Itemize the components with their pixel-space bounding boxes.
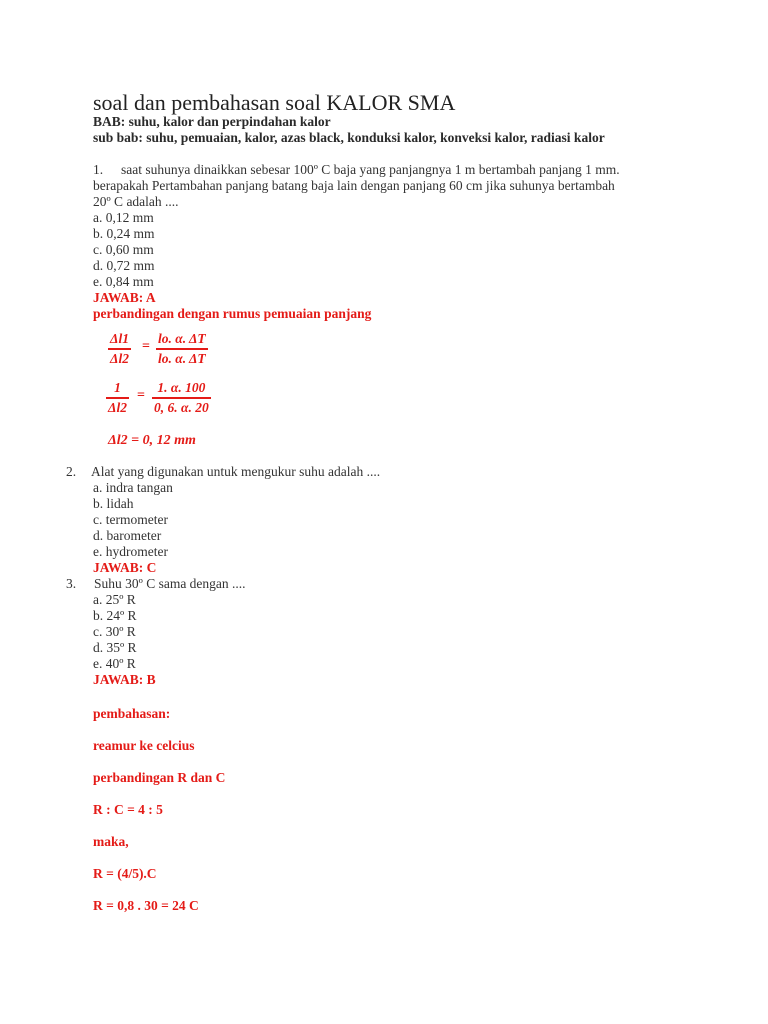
q3-step: R = (4/5).C <box>93 866 157 881</box>
eq1-rhs-numerator: lo. α. ΔT <box>158 331 206 346</box>
eq1-lhs-numerator: Δl1 <box>110 331 129 346</box>
eq1-rhs-denominator: lo. α. ΔT <box>158 350 206 366</box>
q2-text: Alat yang digunakan untuk mengukur suhu adalah .... <box>91 464 381 479</box>
q1-text-line3: 20º C adalah .... <box>93 194 179 209</box>
q3-step: perbandingan R dan C <box>93 770 226 785</box>
q1-result: Δl2 = 0, 12 mm <box>108 433 196 448</box>
eq2-lhs-fraction <box>106 379 129 417</box>
bab-heading: BAB: suhu, kalor dan perpindahan kalor <box>93 114 331 129</box>
q1-text-line1: saat suhunya dinaikkan sebesar 100º C baja yang panjangnya 1 m bertambah panjang 1 mm. <box>121 162 620 177</box>
subbab-heading: sub bab: suhu, pemuaian, kalor, azas black, konduksi kalor, konveksi kalor, radiasi kalor <box>93 130 605 145</box>
q2-option: a. indra tangan <box>93 480 173 495</box>
q1-option: a. 0,12 mm <box>93 210 154 225</box>
q1-option: b. 0,24 mm <box>93 226 155 241</box>
q1-number: 1. <box>93 162 104 177</box>
eq1-equals-sign: = <box>142 339 150 354</box>
q2-option: e. hydrometer <box>93 544 168 559</box>
eq2-rhs-numerator: 1. α. 100 <box>157 380 206 395</box>
q2-option: d. barometer <box>93 528 162 543</box>
eq1-rhs-fraction <box>156 330 208 368</box>
q3-step: pembahasan: <box>93 706 171 721</box>
eq2-lhs-denominator: Δl2 <box>108 399 127 415</box>
q1-text-line2: berapakah Pertambahan panjang batang baja lain dengan panjang 60 cm jika suhunya bertambah <box>93 178 615 193</box>
q3-step: R = 0,8 . 30 = 24 C <box>93 898 199 913</box>
q1-option: c. 0,60 mm <box>93 242 154 257</box>
q1-option: d. 0,72 mm <box>93 258 155 273</box>
q1-option: e. 0,84 mm <box>93 274 154 289</box>
q3-option: e. 40º R <box>93 656 136 671</box>
q1-answer: JAWAB: A <box>93 290 156 305</box>
eq2-rhs-fraction <box>152 379 211 417</box>
q1-explanation: perbandingan dengan rumus pemuaian panjang <box>93 306 372 321</box>
q3-text: Suhu 30º C sama dengan .... <box>94 576 246 591</box>
q3-option: a. 25º R <box>93 592 136 607</box>
eq2-lhs-numerator: 1 <box>114 380 121 395</box>
eq2-rhs-denominator: 0, 6. α. 20 <box>154 399 209 415</box>
q2-number: 2. <box>66 464 77 479</box>
q2-option: b. lidah <box>93 496 134 511</box>
q2-option: c. termometer <box>93 512 168 527</box>
eq1-lhs-denominator: Δl2 <box>110 350 129 366</box>
q3-option: b. 24º R <box>93 608 137 623</box>
document-title: soal dan pembahasan soal KALOR SMA <box>93 90 456 115</box>
q3-option: d. 35º R <box>93 640 137 655</box>
eq1-lhs-fraction <box>108 330 131 368</box>
q3-number: 3. <box>66 576 77 591</box>
eq2-equals-sign: = <box>137 388 145 403</box>
q3-option: c. 30º R <box>93 624 136 639</box>
q3-answer: JAWAB: B <box>93 672 156 687</box>
q3-step: R : C = 4 : 5 <box>93 802 163 817</box>
q2-answer: JAWAB: C <box>93 560 157 575</box>
q3-step: reamur ke celcius <box>93 738 195 753</box>
q3-step: maka, <box>93 834 129 849</box>
